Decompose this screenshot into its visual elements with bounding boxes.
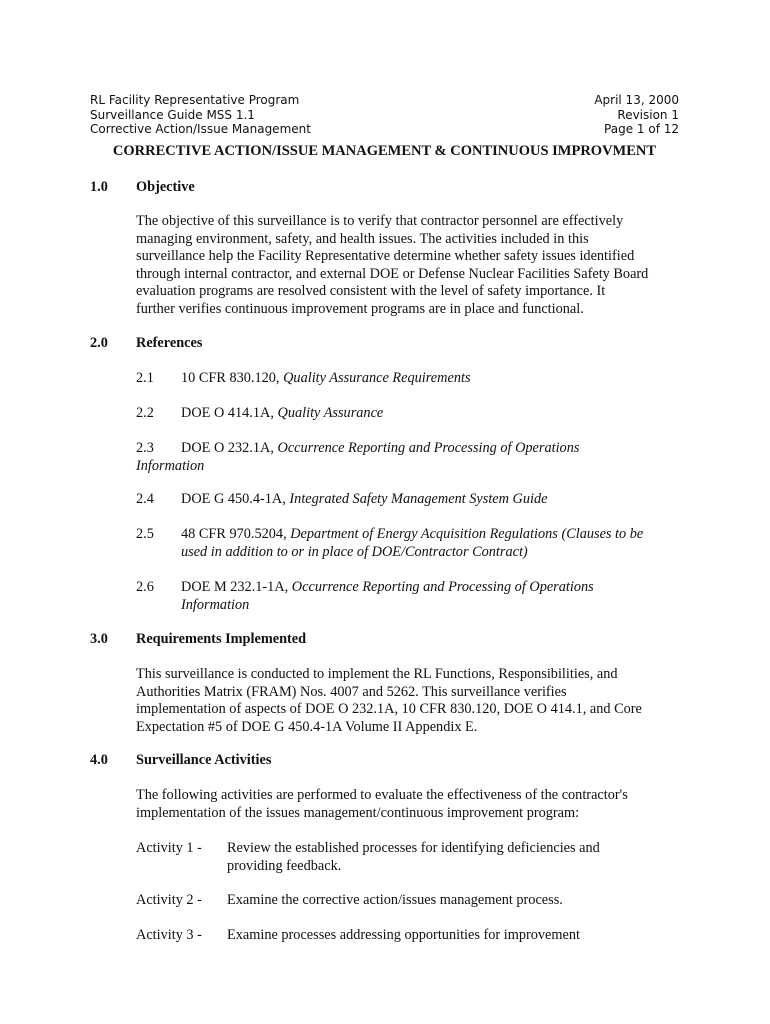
section-heading: References — [136, 335, 203, 351]
paragraph-line: Authorities Matrix (FRAM) Nos. 4007 and 5262. This surveillance verifies — [136, 683, 567, 700]
activity-description — [227, 927, 682, 945]
activity-line: Examine the corrective action/issues management process. — [227, 892, 563, 908]
paragraph-line: The following activities are performed to evaluate the effectiveness of the contractor's — [136, 787, 628, 803]
reference-number: 2.2 — [136, 405, 154, 421]
reference-number: 2.5 — [136, 526, 154, 542]
reference-item — [181, 440, 681, 458]
reference-title: Integrated Safety Management System Guide — [289, 491, 548, 507]
paragraph-line: This surveillance is conducted to implement the RL Functions, Responsibilities, and — [136, 666, 618, 682]
reference-code: 10 CFR 830.120, — [181, 370, 284, 386]
revision-number: Revision 1 — [617, 107, 679, 122]
reference-code: DOE M 232.1-1A, — [181, 579, 292, 595]
paragraph-line: The objective of this surveillance is to verify that contractor personnel are effectively — [136, 213, 624, 229]
header-right — [480, 93, 679, 137]
activities-intro-paragraph — [136, 787, 681, 822]
header-left — [90, 93, 420, 137]
activity-label: Activity 1 - — [136, 840, 202, 856]
section-heading: Objective — [136, 179, 195, 195]
reference-item — [181, 579, 681, 614]
reference-item — [181, 370, 681, 388]
paragraph-line: surveillance help the Facility Representative determine whether safety issues identified — [136, 248, 635, 264]
reference-number: 2.1 — [136, 370, 154, 386]
activity-description — [227, 840, 682, 875]
reference-item — [181, 491, 681, 509]
reference-title: Occurrence Reporting and Processing of Operations — [291, 579, 594, 595]
guide-topic: Corrective Action/Issue Management — [90, 122, 311, 136]
section-number: 2.0 — [90, 335, 108, 351]
reference-code: DOE O 232.1A, — [181, 440, 278, 456]
reference-item — [181, 405, 681, 423]
reference-code: 48 CFR 970.5204, — [181, 526, 291, 542]
reference-title: Occurrence Reporting and Processing of Operations — [277, 440, 580, 456]
page-number: Page 1 of 12 — [604, 122, 679, 136]
document-date: April 13, 2000 — [594, 93, 679, 107]
activity-description — [227, 892, 682, 910]
document-title: CORRECTIVE ACTION/ISSUE MANAGEMENT & CONTINUOUS IMPROVMENT — [112, 143, 657, 159]
reference-code: DOE G 450.4-1A, — [181, 491, 290, 507]
section-number: 4.0 — [90, 752, 108, 768]
reference-continuation: Information — [181, 596, 250, 613]
objective-paragraph — [136, 213, 681, 318]
reference-title: Quality Assurance Requirements — [283, 370, 471, 386]
section-number: 3.0 — [90, 631, 108, 647]
reference-number: 2.6 — [136, 579, 154, 595]
activity-line: Examine processes addressing opportunities for improvement — [227, 927, 580, 943]
reference-number: 2.3 — [136, 440, 154, 456]
section-heading: Surveillance Activities — [136, 752, 272, 768]
activity-line: providing feedback. — [227, 857, 342, 874]
reference-continuation: used in addition to or in place of DOE/Contractor Contract) — [181, 543, 528, 560]
activity-line: Review the established processes for identifying deficiencies and — [227, 840, 600, 856]
paragraph-line: further verifies continuous improvement programs are in place and functional. — [136, 300, 584, 317]
activity-label: Activity 3 - — [136, 927, 202, 943]
reference-code: DOE O 414.1A, — [181, 405, 278, 421]
section-heading: Requirements Implemented — [136, 631, 307, 647]
section-number: 1.0 — [90, 179, 108, 195]
reference-number: 2.4 — [136, 491, 154, 507]
paragraph-line: implementation of the issues management/continuous improvement program: — [136, 804, 580, 821]
activity-label: Activity 2 - — [136, 892, 202, 908]
paragraph-line: managing environment, safety, and health issues. The activities included in this — [136, 230, 589, 247]
paragraph-line: implementation of aspects of DOE O 232.1A, 10 CFR 830.120, DOE O 414.1, and Core — [136, 701, 642, 717]
reference-title: Quality Assurance — [277, 405, 384, 421]
paragraph-line: Expectation #5 of DOE G 450.4-1A Volume II Appendix E. — [136, 718, 478, 735]
requirements-paragraph — [136, 666, 681, 736]
reference-item — [181, 526, 681, 561]
guide-id: Surveillance Guide MSS 1.1 — [90, 107, 255, 122]
paragraph-line: evaluation programs are resolved consistent with the level of safety importance. It — [136, 283, 606, 299]
reference-title: Department of Energy Acquisition Regulations (Clauses to be — [290, 526, 644, 542]
paragraph-line: through internal contractor, and external DOE or Defense Nuclear Facilities Safety Board — [136, 265, 649, 282]
program-name: RL Facility Representative Program — [90, 93, 300, 107]
reference-continuation: Information — [136, 457, 205, 474]
